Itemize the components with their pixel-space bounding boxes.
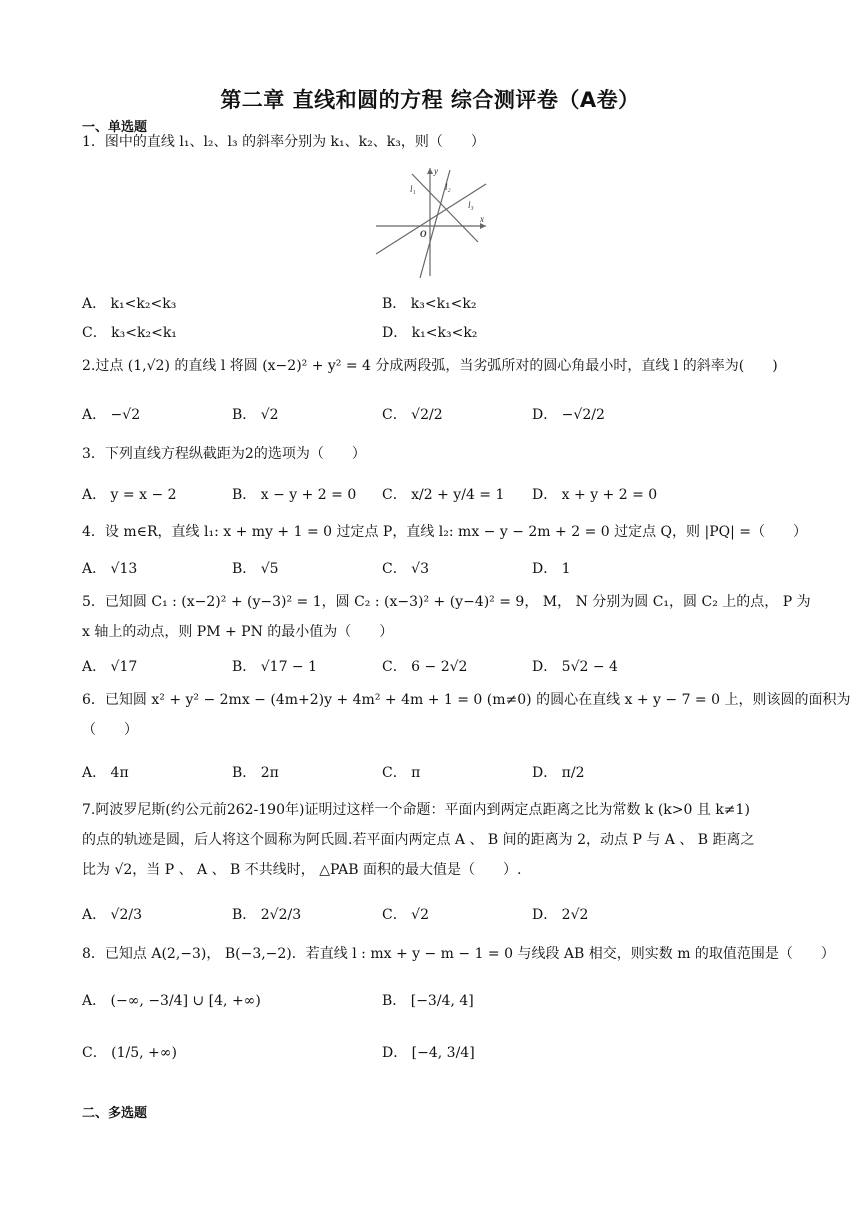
page-title: 第二章 直线和圆的方程 综合测评卷（A卷） xyxy=(220,88,640,112)
q7-option-a: A． √2/3 xyxy=(82,907,143,923)
q1-option-a: A． k₁<k₂<k₃ xyxy=(82,296,177,312)
q7-option-c: C． √2 xyxy=(382,907,429,923)
q3-option-a: A． y = x − 2 xyxy=(82,487,177,503)
question-5-line-1: 5．已知圆 C₁ : (x−2)² + (y−3)² = 1，圆 C₂ : (x−3)² + (y−4)² = 9， M， N 分别为圆 C₁，圆 C₂ 上的点， P 为 xyxy=(82,594,811,610)
q2-option-c: C． √2/2 xyxy=(382,407,443,423)
q5-option-c: C． 6 − 2√2 xyxy=(382,659,468,675)
section-heading-multiple-choice: 二、多选题 xyxy=(82,1106,148,1121)
y-axis-arrow-icon xyxy=(427,168,433,174)
line-l3 xyxy=(376,184,486,254)
label-x: x xyxy=(480,214,484,224)
label-l3: l₃ xyxy=(468,200,474,210)
q4-option-a: A． √13 xyxy=(82,561,138,577)
q6-option-c: C． π xyxy=(382,765,421,781)
question-8-stem: 8．已知点 A(2,−3)， B(−3,−2)．若直线 l : mx + y − m − 1 = 0 与线段 AB 相交，则实数 m 的取值范围是（ ） xyxy=(82,946,835,962)
question-2-stem: 2.过点 (1,√2) 的直线 l 将圆 (x−2)² + y² = 4 分成两段弧，当劣弧所对的圆心角最小时，直线 l 的斜率为( ) xyxy=(82,358,778,374)
q1-option-c: C． k₃<k₂<k₁ xyxy=(82,325,177,341)
label-y: y xyxy=(434,166,438,176)
question-7-line-1: 7.阿波罗尼斯(约公元前262-190年)证明过这样一个命题：平面内到两定点距离之比为常数 k (k>0 且 k≠1) xyxy=(82,802,750,818)
q5-option-a: A． √17 xyxy=(82,659,138,675)
q4-option-d: D． 1 xyxy=(532,561,571,577)
section-heading-single-choice: 一、单选题 xyxy=(82,120,148,135)
q6-option-b: B． 2π xyxy=(232,765,279,781)
q7-option-d: D． 2√2 xyxy=(532,907,589,923)
question-6-line-2: （ ） xyxy=(82,722,138,738)
q8-option-a: A． (−∞, −3/4] ∪ [4, +∞) xyxy=(82,993,261,1009)
q4-option-b: B． √5 xyxy=(232,561,279,577)
question-4-stem: 4．设 m∈R，直线 l₁: x + my + 1 = 0 过定点 P，直线 l₂: mx − y − 2m + 2 = 0 过定点 Q，则 |PQ| =（ ） xyxy=(82,524,807,540)
q5-option-b: B． √17 − 1 xyxy=(232,659,318,675)
question-5-line-2: x 轴上的动点，则 PM + PN 的最小值为（ ） xyxy=(82,624,394,640)
question-3-stem: 3．下列直线方程纵截距为2的选项为（ ） xyxy=(82,446,366,462)
question-7-line-3: 比为 √2，当 P 、 A 、 B 不共线时， △PAB 面积的最大值是（ ）. xyxy=(82,862,522,878)
q1-lines-figure xyxy=(372,162,490,280)
q6-option-d: D． π/2 xyxy=(532,765,585,781)
q7-option-b: B． 2√2/3 xyxy=(232,907,302,923)
label-l2: l₂ xyxy=(445,182,451,192)
q2-option-b: B． √2 xyxy=(232,407,279,423)
q1-option-b: B． k₃<k₁<k₂ xyxy=(382,296,477,312)
q3-option-c: C． x/2 + y/4 = 1 xyxy=(382,487,505,503)
label-origin: O xyxy=(420,229,427,239)
q3-option-b: B． x − y + 2 = 0 xyxy=(232,487,357,503)
label-l1: l₁ xyxy=(410,184,416,194)
q2-option-a: A． −√2 xyxy=(82,407,141,423)
question-1-stem: 1．图中的直线 l₁、l₂、l₃ 的斜率分别为 k₁、k₂、k₃，则（ ） xyxy=(82,134,485,150)
q8-option-b: B． [−3/4, 4] xyxy=(382,993,474,1009)
q8-option-d: D． [−4, 3/4] xyxy=(382,1045,475,1061)
q3-option-d: D． x + y + 2 = 0 xyxy=(532,487,658,503)
q4-option-c: C． √3 xyxy=(382,561,429,577)
q8-option-c: C． (1/5, +∞) xyxy=(82,1045,177,1061)
q5-option-d: D． 5√2 − 4 xyxy=(532,659,618,675)
q1-option-d: D． k₁<k₃<k₂ xyxy=(382,325,478,341)
question-7-line-2: 的点的轨迹是圆，后人将这个圆称为阿氏圆.若平面内两定点 A 、 B 间的距离为 2，动点 P 与 A 、 B 距离之 xyxy=(82,832,755,848)
question-6-line-1: 6．已知圆 x² + y² − 2mx − (4m+2)y + 4m² + 4m + 1 = 0 (m≠0) 的圆心在直线 x + y − 7 = 0 上，则该圆的面积为 xyxy=(82,692,851,708)
q6-option-a: A． 4π xyxy=(82,765,129,781)
q2-option-d: D． −√2/2 xyxy=(532,407,605,423)
